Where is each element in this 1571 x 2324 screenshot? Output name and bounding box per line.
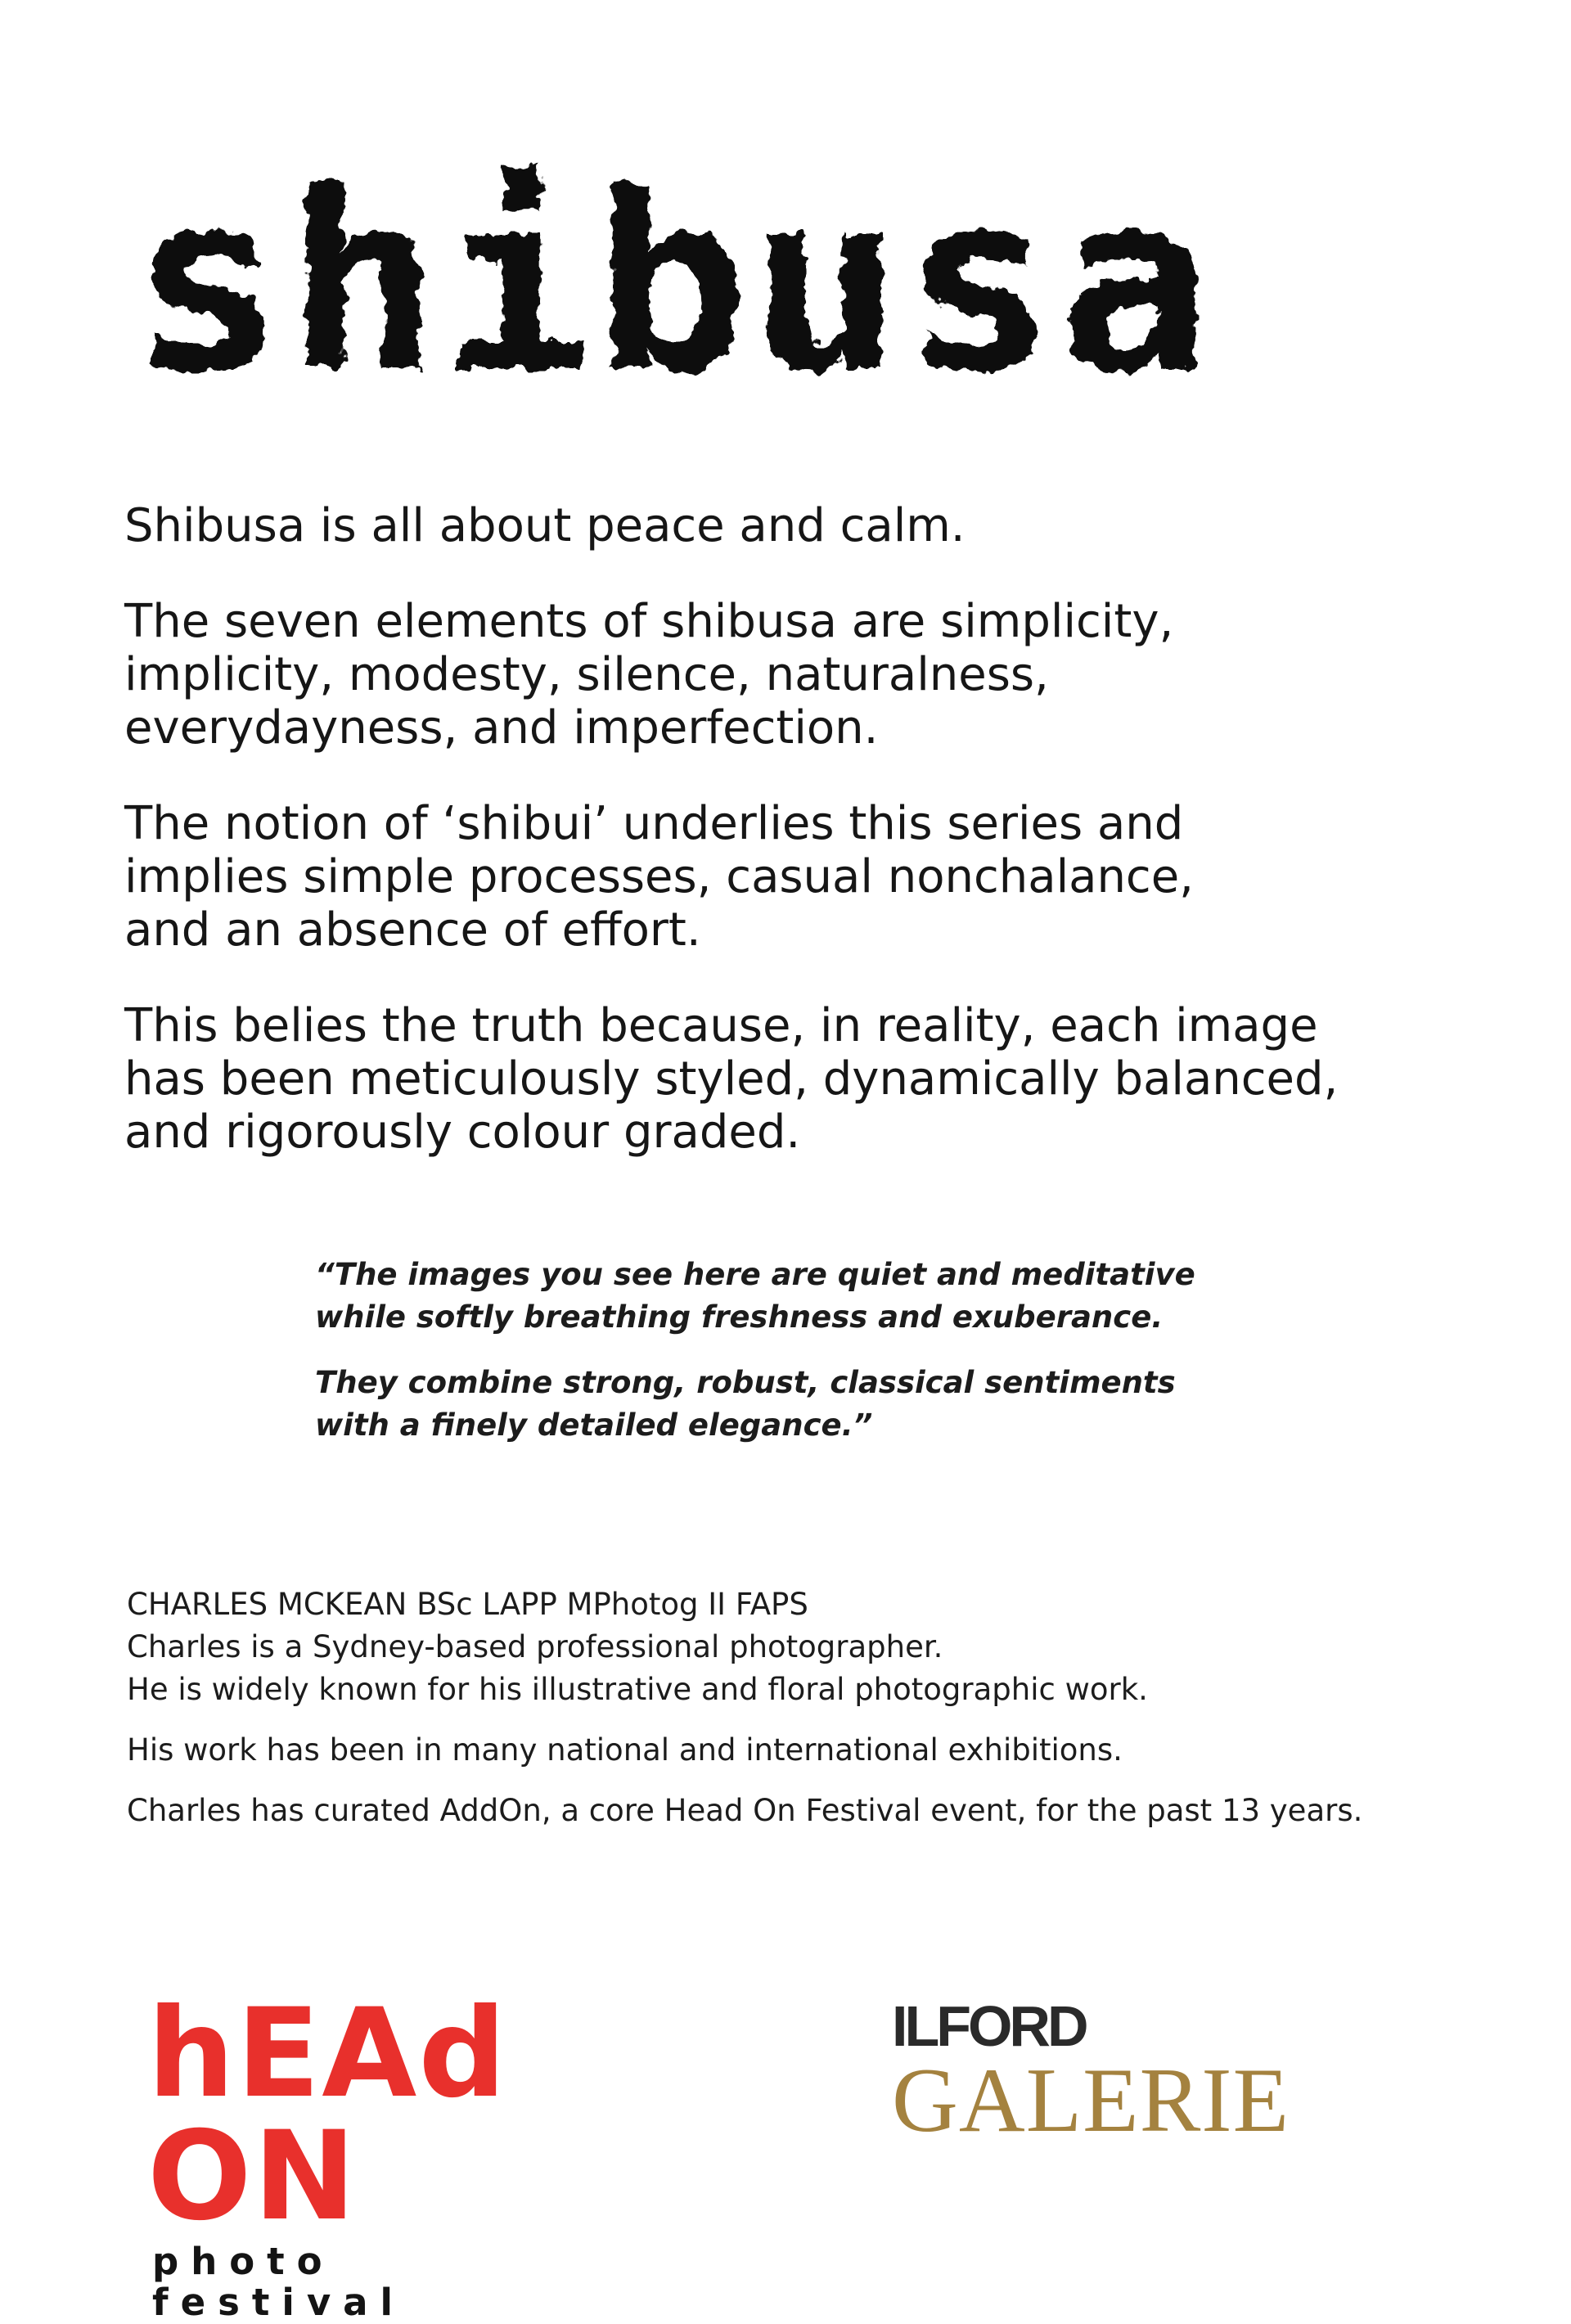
intro-paragraph: This belies the truth because, in reality, each image has been meticulously styled, dynamically balanced, and rigorously colour graded.	[124, 999, 1339, 1159]
bio-exhibitions: His work has been in many national and international exhibitions.	[127, 1732, 1123, 1768]
quote-paragraph: “The images you see here are quiet and meditative while softly breathing freshness and exuberance.	[315, 1257, 1195, 1335]
bio-heading-intro: CHARLES MCKEAN BSc LAPP MPhotog II FAPS Charles is a Sydney-based professional photographer. He is widely known for his illustrative and floral photographic work.	[127, 1587, 1148, 1707]
page-title	[123, 123, 1227, 434]
intro-paragraph: The seven elements of shibusa are simplicity, implicity, modesty, silence, naturalness, everydayness, and imperfection.	[124, 595, 1174, 754]
quote-paragraph: They combine strong, robust, classical sentiments with a finely detailed elegance.”	[315, 1365, 1176, 1443]
intro-paragraph: Shibusa is all about peace and calm.	[124, 499, 966, 552]
ilford-logo-top: ILFORD	[892, 1994, 1086, 2058]
artist-bio	[127, 1583, 1518, 1850]
intro-paragraph: The notion of ‘shibui’ underlies this series and implies simple processes, casual nonchalance, and an absence of effort.	[124, 797, 1194, 957]
title-text: shibusa	[131, 141, 1211, 426]
headon-logo-sub: photo festival	[152, 2240, 405, 2324]
headon-logo	[147, 1983, 589, 2324]
headon-logo-main: hEAd ON	[147, 1983, 508, 2248]
intro-section	[124, 499, 1466, 1201]
quote-block	[315, 1254, 1297, 1470]
bio-curation: Charles has curated AddOn, a core Head On Festival event, for the past 13 years.	[127, 1793, 1363, 1828]
ilford-galerie-logo	[892, 1994, 1350, 2152]
galerie-logo-bottom: GALERIE	[892, 2050, 1290, 2151]
